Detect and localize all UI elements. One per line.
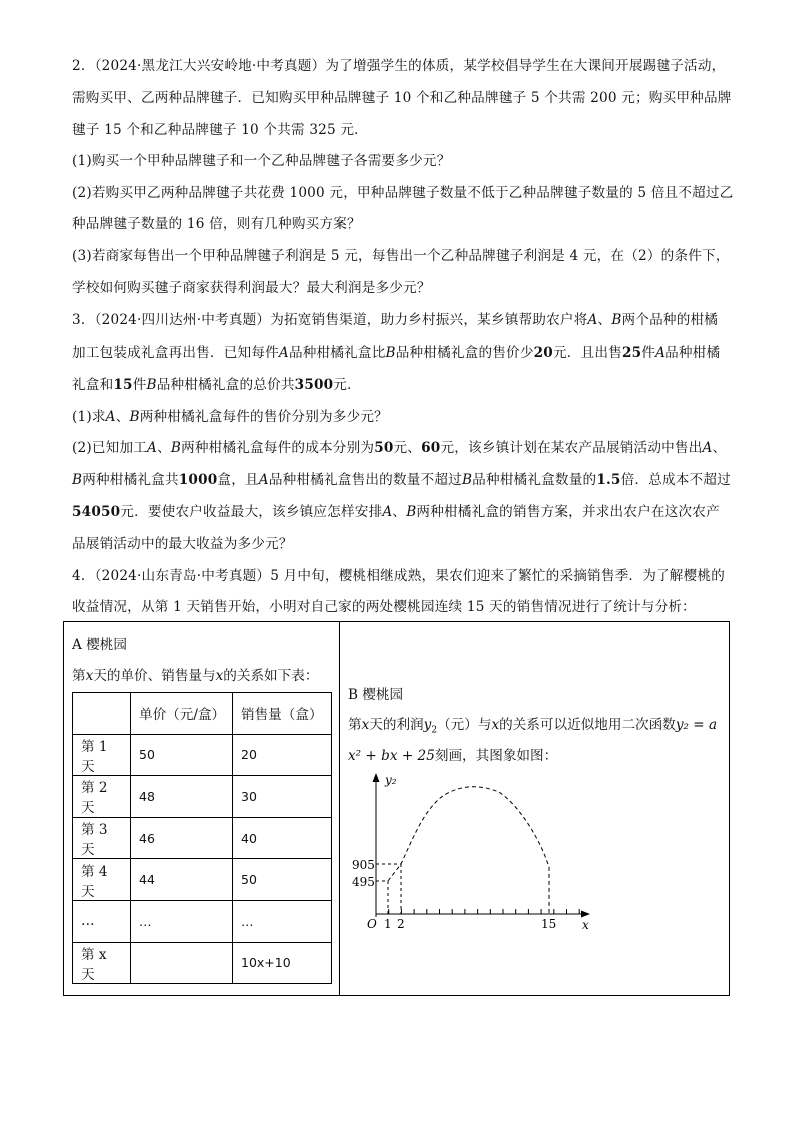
p3-q2-line2: B两种柑橘礼盒共1000盒，且A品种柑橘礼盒售出的数量不超过B品种柑橘礼盒数量的1.5倍．总成本不超过 — [72, 472, 731, 488]
orchard-a-desc: 第x天的单价、销售量与x的关系如下表： — [72, 668, 319, 684]
p3-q1: (1)求A、B两种柑橘礼盒每件的售价分别为多少元？ — [72, 409, 388, 425]
profit-curve — [388, 787, 549, 914]
y-tick-label: 905 — [352, 858, 375, 872]
p3-line2: 加工包装成礼盒再出售．已知每件A品种柑橘礼盒比B品种柑橘礼盒的售价少20元．且出售25件A品种柑橘 — [72, 345, 721, 361]
table-cell: 10x+10 — [233, 942, 332, 984]
p4-line1: 4．（2024·山东青岛·中考真题）5 月中旬，樱桃相继成熟，果农们迎来了繁忙的采摘销售季．为了解樱桃的 — [72, 568, 725, 584]
table-cell: 44 — [131, 859, 233, 901]
orchard-a-title: A 樱桃园 — [72, 637, 127, 653]
table-cell: 第 4 天 — [73, 859, 131, 901]
x-axis-label: x — [582, 918, 589, 932]
table-cell: 30 — [233, 776, 332, 818]
table-cell: 48 — [131, 776, 233, 818]
table-cell: 20 — [233, 734, 332, 776]
p2-line2: 需购买甲、乙两种品牌毽子．已知购买甲种品牌毽子 10 个和乙种品牌毽子 5 个共需 200 元；购买甲种品牌 — [72, 90, 732, 106]
table-row — [73, 734, 332, 776]
p2-q3b: 学校如何购买毽子商家获得利润最大？最大利润是多少元？ — [72, 280, 431, 296]
table-cell: 50 — [233, 859, 332, 901]
table-row — [73, 900, 332, 942]
table-row — [73, 817, 332, 859]
table-cell: 50 — [131, 734, 233, 776]
orchard-b-desc-line2: x² + bx + 25刻画，其图象如图： — [348, 748, 558, 764]
p2-q3a: (3)若商家每售出一个甲种品牌毽子利润是 5 元，每售出一个乙种品牌毽子利润是 4 元，在（2）的条件下， — [72, 248, 730, 264]
p2-q2a: (2)若购买甲乙两种品牌毽子共花费 1000 元，甲种品牌毽子数量不低于乙种品牌毽子数量的 5 倍且不超过乙 — [72, 185, 734, 201]
parabola-graph — [352, 770, 602, 935]
p2-line1: 2．（2024·黑龙江大兴安岭地·中考真题）为了增强学生的体质，某学校倡导学生在大课间开展踢毽子活动， — [72, 58, 726, 74]
p3-q2-line3: 54050元．要使农户收益最大，该乡镇应怎样安排A、B两种柑橘礼盒的销售方案，并求出农户在这次农产 — [72, 504, 720, 520]
table-cell: 第 x 天 — [73, 942, 131, 984]
p3-q2-line1: (2)已知加工A、B两种柑橘礼盒每件的成本分别为50元、60元，该乡镇计划在某农产品展销活动中售出A、 — [72, 440, 727, 456]
y-tick-label: 495 — [352, 875, 375, 889]
x-tick-label: 15 — [541, 917, 557, 931]
table-header-cell: 单价（元/盒） — [131, 693, 233, 735]
p2-q2b: 种品牌毽子数量的 16 倍，则有几种购买方案？ — [72, 216, 361, 232]
y-axis-arrow — [373, 773, 380, 782]
table-cell: 第 2 天 — [73, 776, 131, 818]
table-cell: 第 3 天 — [73, 817, 131, 859]
table-header-cell — [73, 693, 131, 735]
table-cell — [131, 942, 233, 984]
orchard-b-desc-line1: 第x天的利润$y_2$（元）与x的关系可以近似地用二次函数y₂ = a — [348, 717, 718, 736]
origin-label: O — [367, 917, 377, 931]
table-cell: … — [73, 900, 131, 942]
p2-line3: 毽子 15 个和乙种品牌毽子 10 个共需 325 元． — [72, 122, 368, 138]
orchard-a-table — [72, 692, 332, 984]
p3-line3: 礼盒和15件B品种柑橘礼盒的总价共3500元． — [72, 377, 361, 393]
x-axis-ticks — [389, 909, 580, 914]
table-cell: 46 — [131, 817, 233, 859]
table-divider — [339, 621, 340, 996]
p2-q1: (1)购买一个甲种品牌毽子和一个乙种品牌毽子各需要多少元？ — [72, 153, 451, 169]
table-header-row — [73, 693, 332, 735]
table-cell: … — [131, 900, 233, 942]
table-row — [73, 859, 332, 901]
orchard-b-title: B 樱桃园 — [348, 687, 404, 703]
table-row — [73, 942, 332, 984]
p4-line2: 收益情况，从第 1 天销售开始，小明对自己家的两处樱桃园连续 15 天的销售情况进行了统计与分析： — [72, 599, 696, 615]
table-cell: 第 1 天 — [73, 734, 131, 776]
p3-q2-line4: 品展销活动中的最大收益为多少元？ — [72, 536, 293, 552]
y-axis-label: y₂ — [385, 773, 397, 787]
table-cell: 40 — [233, 817, 332, 859]
table-row — [73, 776, 332, 818]
table-header-cell: 销售量（盒） — [233, 693, 332, 735]
p3-line1: 3．（2024·四川达州·中考真题）为拓宽销售渠道，助力乡村振兴，某乡镇帮助农户将A、B两个品种的柑橘 — [72, 312, 719, 328]
x-tick-label: 2 — [397, 917, 405, 931]
table-cell: … — [233, 900, 332, 942]
x-axis-arrow — [581, 911, 590, 918]
x-tick-label: 1 — [384, 917, 392, 931]
